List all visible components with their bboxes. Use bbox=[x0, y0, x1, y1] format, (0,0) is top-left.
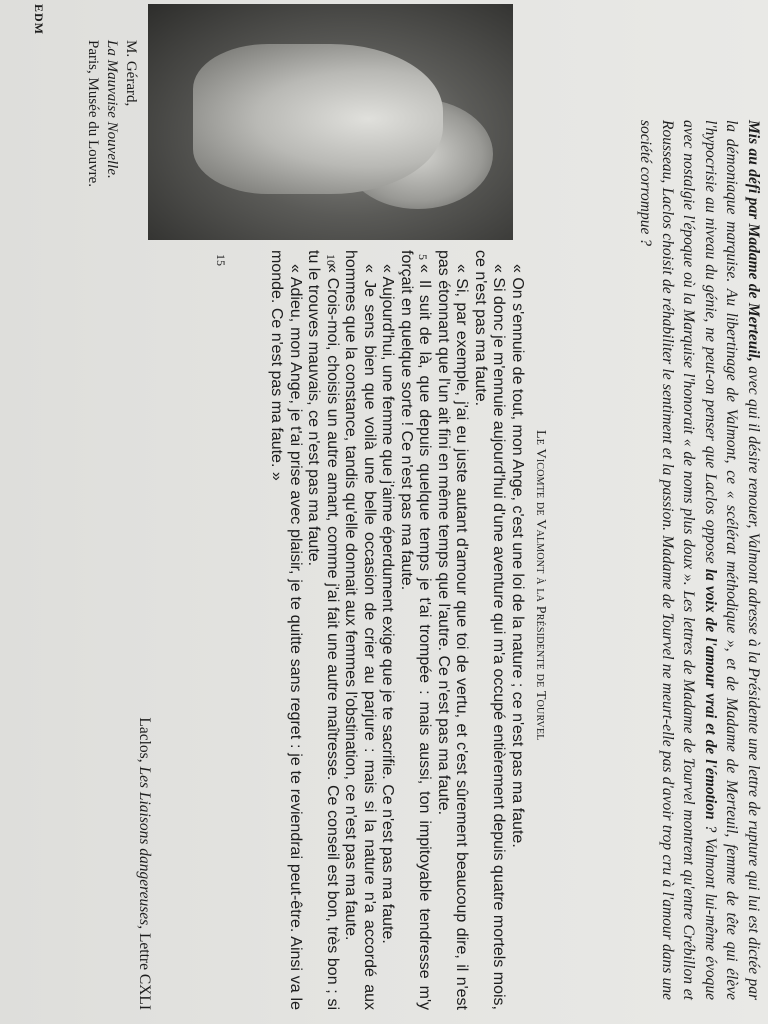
line-number-15: 15 bbox=[214, 254, 228, 266]
caption-location: Paris, Musée du Louvre. bbox=[85, 40, 101, 188]
caption-artist: M. Gérard, bbox=[123, 40, 139, 107]
intro-text-1: avec qui il désire renouer, Valmont adresse à la Présidente une lettre de rupture qui lui est dictée par la démoniaque marquise. Au libertinage de Valmont, ce « scélérat méthodique », et de Madame de Merteuil, femme de tête qui élève l'hypocrisie au niveau du génie, ne peut-on penser que Laclos oppose bbox=[702, 120, 762, 1000]
letter-paragraph: « Crois-moi, choisis un autre amant, comme j'ai fait une autre maîtresse. Ce conseil est bon, très bon ; si tu le trouves mauvais, ce n'est pas ma faute. bbox=[305, 250, 341, 1010]
intro-bold-emphasis: la voix de l'amour vrai et de l'émotion bbox=[702, 568, 719, 820]
letter-signature bbox=[135, 620, 153, 1010]
letter-paragraph: « Aujourd'hui, une femme que j'aime éperdument exige que je te sacrifie. Ce n'est pas ma faute. bbox=[379, 264, 397, 944]
page-edge-text: EDM bbox=[32, 4, 46, 35]
intro-paragraph bbox=[635, 120, 764, 1000]
signature-author: Laclos, bbox=[136, 717, 153, 763]
painting-figure-main bbox=[193, 44, 443, 194]
signature-letter-number: Lettre CXLI bbox=[136, 929, 153, 1010]
letter-paragraph: « Adieu, mon Ange, je t'ai prise avec plaisir, je te quitte sans regret : je te reviendrai peut-être. Ainsi va le monde. Ce n'est pas ma faute. » bbox=[268, 250, 304, 1010]
letter-heading: Le Vicomte de Valmont à la Présidente de Tourvel bbox=[533, 430, 548, 741]
line-number-10: 10 bbox=[324, 254, 338, 266]
letter-paragraph: « On s'ennuie de tout, mon Ange, c'est une loi de la nature ; ce n'est pas ma faute. bbox=[509, 264, 526, 848]
intro-bold-lead: Mis au défi par Madame de Merteuil, bbox=[745, 120, 762, 362]
letter-body bbox=[267, 250, 526, 1010]
painting-reproduction bbox=[148, 4, 513, 240]
painting-caption bbox=[83, 40, 140, 230]
signature-work: Les Liaisons dangereuses, bbox=[136, 766, 153, 930]
letter-paragraph: « Si, par exemple, j'ai eu juste autant d'amour que toi de vertu, et c'est sûrement beaucoup dire, il n'est pas étonnant que l'un ait fini en même temps que l'autre. Ce n'est pas ma faute. bbox=[435, 250, 471, 1010]
caption-title: La Mauvaise Nouvelle. bbox=[104, 40, 120, 179]
intro-text-2: ? Valmont lui-même évoque avec nostalgie l'époque où la Marquise l'honorait « de noms plus doux ». Les lettres de Madame de Tourvel montrent qu'entre Crébillon et Rousseau, Laclos choisit de réhabiliter le sentiment et la passion. Madame de Tourvel ne meurt-elle pas d'avoir trop cru à l'amour dans une société corrompue ? bbox=[637, 120, 719, 1000]
line-number-5: 5 bbox=[416, 254, 430, 260]
letter-paragraph: « Si donc je m'ennuie aujourd'hui d'une aventure qui m'a occupé entièrement depuis quatre mortels mois, ce n'est pas ma faute. bbox=[472, 250, 508, 1010]
letter-paragraph: « Il suit de là, que depuis quelque temps je t'ai trompée : mais aussi, ton impitoyable tendresse m'y forçait en quelque sorte ! Ce n'est pas ma faute. bbox=[398, 250, 434, 1010]
letter-paragraph: « Je sens bien que voilà une belle occasion de crier au parjure : mais si la nature n'a accordé aux hommes que la constance, tandis qu'elle donnait aux femmes l'obstination, ce n'est pas ma faute. bbox=[342, 250, 378, 1010]
